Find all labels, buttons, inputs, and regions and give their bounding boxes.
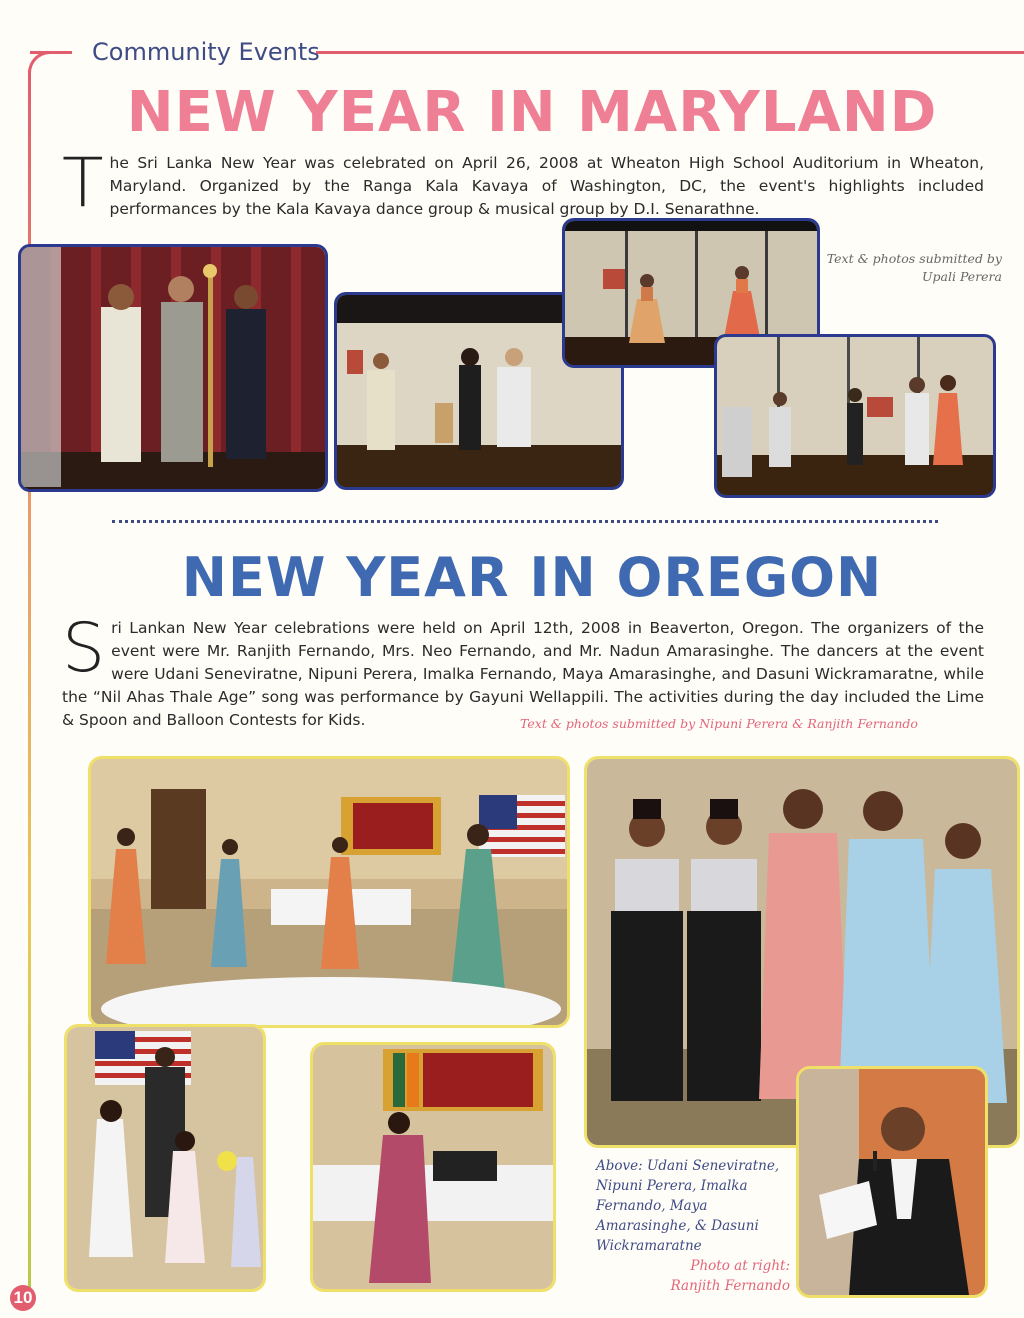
oregon-credit: Text & photos submitted by Nipuni Perera & Ranjith Fernando bbox=[520, 716, 918, 731]
section-label: Community Events bbox=[92, 38, 320, 66]
photo-oregon-dance-hall bbox=[88, 756, 570, 1028]
maryland-text: he Sri Lanka New Year was celebrated on April 26, 2008 at Wheaton High School Auditorium in Wheaton, Maryland. Organized by the Ranga Kala Kavaya of Washington, DC, the event's highlights included performances by the Kala Kavaya dance group & musical group by D.I. Senarathne. bbox=[109, 154, 984, 218]
maryland-dropcap: T bbox=[62, 144, 104, 223]
page-number: 10 bbox=[10, 1285, 36, 1311]
oregon-body bbox=[62, 609, 984, 732]
oregon-dropcap: S bbox=[62, 609, 106, 688]
section-divider bbox=[112, 520, 938, 523]
caption-ranjith: Photo at right: Ranjith Fernando bbox=[670, 1258, 790, 1294]
photo-lamp-lighting bbox=[18, 244, 328, 492]
oregon-title: NEW YEAR IN OREGON bbox=[181, 546, 883, 609]
maryland-body bbox=[62, 144, 984, 223]
frame-line-top bbox=[316, 51, 1024, 54]
oregon-text: ri Lankan New Year celebrations were held on April 12th, 2008 in Beaverton, Oregon. The organizers of the event were Mr. Ranjith Fernando, Mrs. Neo Fernando, and Mr. Nadun Amarasinghe. The dancers at the event were Udani Seneviratne, Nipuni Perera, Imalka Fernando, Maya Amarasinghe, and Dasuni Wickramaratne, while the “Nil Ahas Thale Age” song was performance by Gayuni Wellappili. The activities during the day included the Lime & Spoon and Balloon Contests for Kids. bbox=[62, 619, 984, 729]
maryland-title: NEW YEAR IN MARYLAND bbox=[126, 80, 938, 145]
caption-dancers: Above: Udani Seneviratne, Nipuni Perera, Imalka Fernando, Maya Amarasinghe, & Dasuni Wickramaratne bbox=[596, 1158, 780, 1254]
photo-ranjith-fernando bbox=[796, 1066, 988, 1298]
frame-corner bbox=[28, 51, 52, 75]
photo-musical-group bbox=[714, 334, 996, 498]
maryland-credit: Text & photos submitted by Upali Perera bbox=[826, 251, 1002, 284]
photo-oregon-kids-contest bbox=[64, 1024, 266, 1292]
photo-oregon-dancer-solo bbox=[310, 1042, 556, 1292]
